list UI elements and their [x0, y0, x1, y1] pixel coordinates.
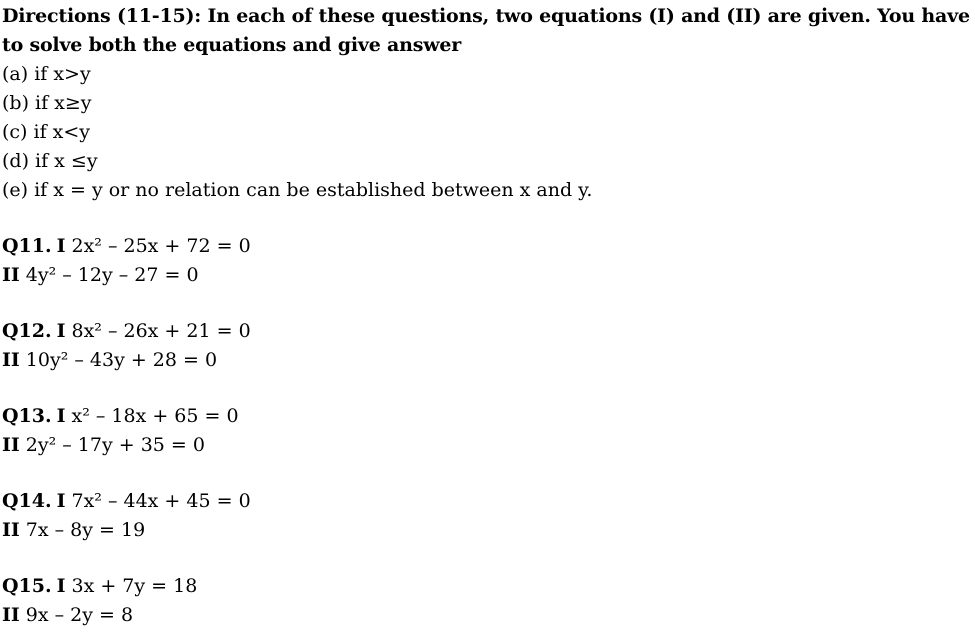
equation-label: I: [56, 320, 66, 342]
equation-label: II: [2, 264, 20, 286]
equation-text: x² – 18x + 65 = 0: [71, 405, 239, 427]
equation-i: [2, 232, 970, 261]
equation-i: [2, 487, 970, 516]
equation-ii: [2, 431, 970, 460]
equation-label: II: [2, 604, 20, 626]
directions-text: Directions (11-15): In each of these questions, two equations (I) and (II) are given. You have to solve both the equations and give answer: [2, 5, 970, 56]
question-number: Q15.: [2, 575, 52, 597]
equation-i: [2, 317, 970, 346]
equation-text: 10y² – 43y + 28 = 0: [25, 349, 218, 371]
equation-text: 9x – 2y = 8: [25, 604, 134, 626]
question-number: Q13.: [2, 405, 52, 427]
equation-text: 7x² – 44x + 45 = 0: [71, 490, 251, 512]
equation-i: [2, 572, 970, 601]
question-15: [2, 572, 970, 630]
question-number: Q12.: [2, 320, 52, 342]
question-14: [2, 487, 970, 545]
option-c: (c) if x<y: [2, 121, 91, 143]
equation-label: I: [56, 405, 66, 427]
equation-label: I: [56, 235, 66, 257]
question-number: Q14.: [2, 490, 52, 512]
question-13: [2, 402, 970, 460]
equation-label: II: [2, 519, 20, 541]
equation-label: II: [2, 434, 20, 456]
equation-ii: [2, 516, 970, 545]
equation-text: 7x – 8y = 19: [25, 519, 146, 541]
equation-label: II: [2, 349, 20, 371]
equation-label: I: [56, 490, 66, 512]
option-d: (d) if x ≤y: [2, 150, 98, 172]
equation-text: 2y² – 17y + 35 = 0: [25, 434, 205, 456]
question-11: [2, 232, 970, 290]
equation-ii: [2, 601, 970, 630]
equation-text: 2x² – 25x + 72 = 0: [71, 235, 251, 257]
question-document: [2, 2, 970, 630]
equation-text: 4y² – 12y – 27 = 0: [25, 264, 199, 286]
equation-ii: [2, 261, 970, 290]
answer-options: [2, 60, 970, 205]
equation-text: 3x + 7y = 18: [71, 575, 198, 597]
option-a: (a) if x>y: [2, 63, 91, 85]
equation-i: [2, 402, 970, 431]
option-e: (e) if x = y or no relation can be established between x and y.: [2, 179, 593, 201]
equation-ii: [2, 346, 970, 375]
question-12: [2, 317, 970, 375]
option-b: (b) if x≥y: [2, 92, 92, 114]
equation-text: 8x² – 26x + 21 = 0: [71, 320, 251, 342]
equation-label: I: [56, 575, 66, 597]
question-number: Q11.: [2, 235, 52, 257]
